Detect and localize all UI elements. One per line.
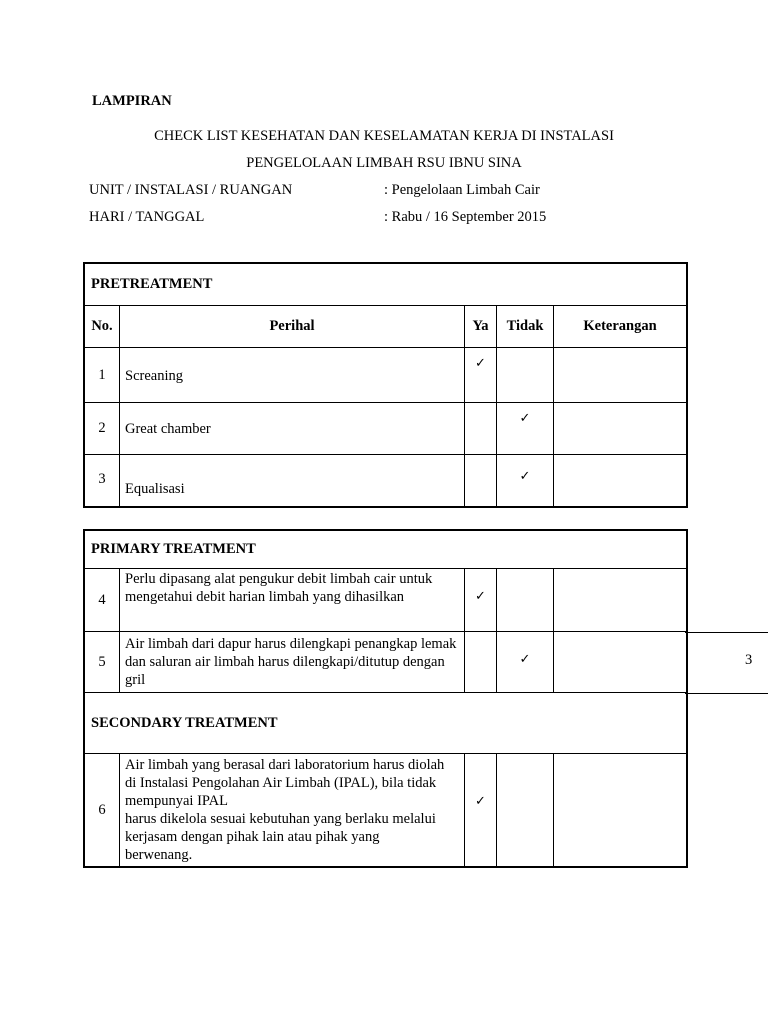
check-ya: ✓ — [465, 569, 497, 632]
table-row — [85, 403, 687, 455]
table-row — [85, 455, 687, 507]
check-ya — [465, 632, 497, 693]
adjacent-page-frame — [685, 632, 768, 694]
title-line-1: CHECK LIST KESEHATAN DAN KESELAMATAN KERJA DI INSTALASI — [154, 128, 614, 144]
row-perihal: Equalisasi — [120, 455, 465, 507]
section-primary-treatment: PRIMARY TREATMENT — [85, 531, 687, 569]
section-pretreatment: PRETREATMENT — [85, 264, 687, 306]
row-number: 3 — [85, 455, 120, 507]
row-perihal: Great chamber — [120, 403, 465, 455]
perihal-line: di Instalasi Pengolahan Air Limbah (IPAL), bila tidak — [125, 775, 437, 791]
perihal-line: berwenang. — [125, 847, 193, 863]
check-tidak — [497, 754, 554, 867]
unit-label: UNIT / INSTALASI / RUANGAN — [89, 182, 293, 198]
header-keterangan: Keterangan — [554, 306, 687, 348]
table-row — [85, 569, 687, 632]
row-number: 5 — [85, 632, 120, 693]
row-keterangan — [554, 403, 687, 455]
check-ya — [465, 403, 497, 455]
row-number: 1 — [85, 348, 120, 403]
check-tidak — [497, 569, 554, 632]
row-keterangan — [554, 348, 687, 403]
row-perihal: Perlu dipasang alat pengukur debit limbah cair untuk mengetahui debit harian limbah yang dihasilkan — [120, 569, 465, 632]
row-keterangan — [554, 754, 687, 867]
table-row — [85, 754, 687, 867]
perihal-line: Air limbah yang berasal dari laboratorium harus diolah — [125, 757, 445, 773]
check-tidak — [497, 348, 554, 403]
perihal-line: mempunyai IPAL — [125, 793, 228, 809]
row-perihal: Air limbah dari dapur harus dilengkapi penangkap lemak dan saluran air limbah harus dilengkapi/ditutup dengan gril — [120, 632, 465, 693]
treatment-table — [84, 530, 687, 867]
heading: LAMPIRAN — [92, 93, 172, 109]
header-no: No. — [85, 306, 120, 348]
row-perihal: Screaning — [120, 348, 465, 403]
check-ya: ✓ — [465, 348, 497, 403]
table-header-row — [85, 306, 687, 348]
section-secondary-treatment: SECONDARY TREATMENT — [85, 693, 687, 754]
perihal-line: harus dikelola sesuai kebutuhan yang berlaku melalui — [125, 811, 436, 827]
row-number: 2 — [85, 403, 120, 455]
perihal-line: kerjasam dengan pihak lain atau pihak yang — [125, 829, 380, 845]
unit-value: : Pengelolaan Limbah Cair — [384, 182, 540, 198]
check-tidak: ✓ — [497, 455, 554, 507]
check-ya: ✓ — [465, 754, 497, 867]
row-perihal — [120, 754, 465, 867]
table-row — [85, 348, 687, 403]
header-perihal: Perihal — [120, 306, 465, 348]
check-tidak: ✓ — [497, 632, 554, 693]
row-keterangan — [554, 569, 687, 632]
check-tidak: ✓ — [497, 403, 554, 455]
pretreatment-table — [84, 263, 687, 507]
row-number: 6 — [85, 754, 120, 867]
table-row — [85, 632, 687, 693]
header-ya: Ya — [465, 306, 497, 348]
row-keterangan — [554, 455, 687, 507]
row-keterangan — [554, 632, 687, 693]
row-number: 4 — [85, 569, 120, 632]
page-number: 3 — [745, 652, 753, 668]
date-value: : Rabu / 16 September 2015 — [384, 209, 547, 225]
header-tidak: Tidak — [497, 306, 554, 348]
date-label: HARI / TANGGAL — [89, 209, 205, 225]
check-ya — [465, 455, 497, 507]
title-line-2: PENGELOLAAN LIMBAH RSU IBNU SINA — [246, 155, 522, 171]
